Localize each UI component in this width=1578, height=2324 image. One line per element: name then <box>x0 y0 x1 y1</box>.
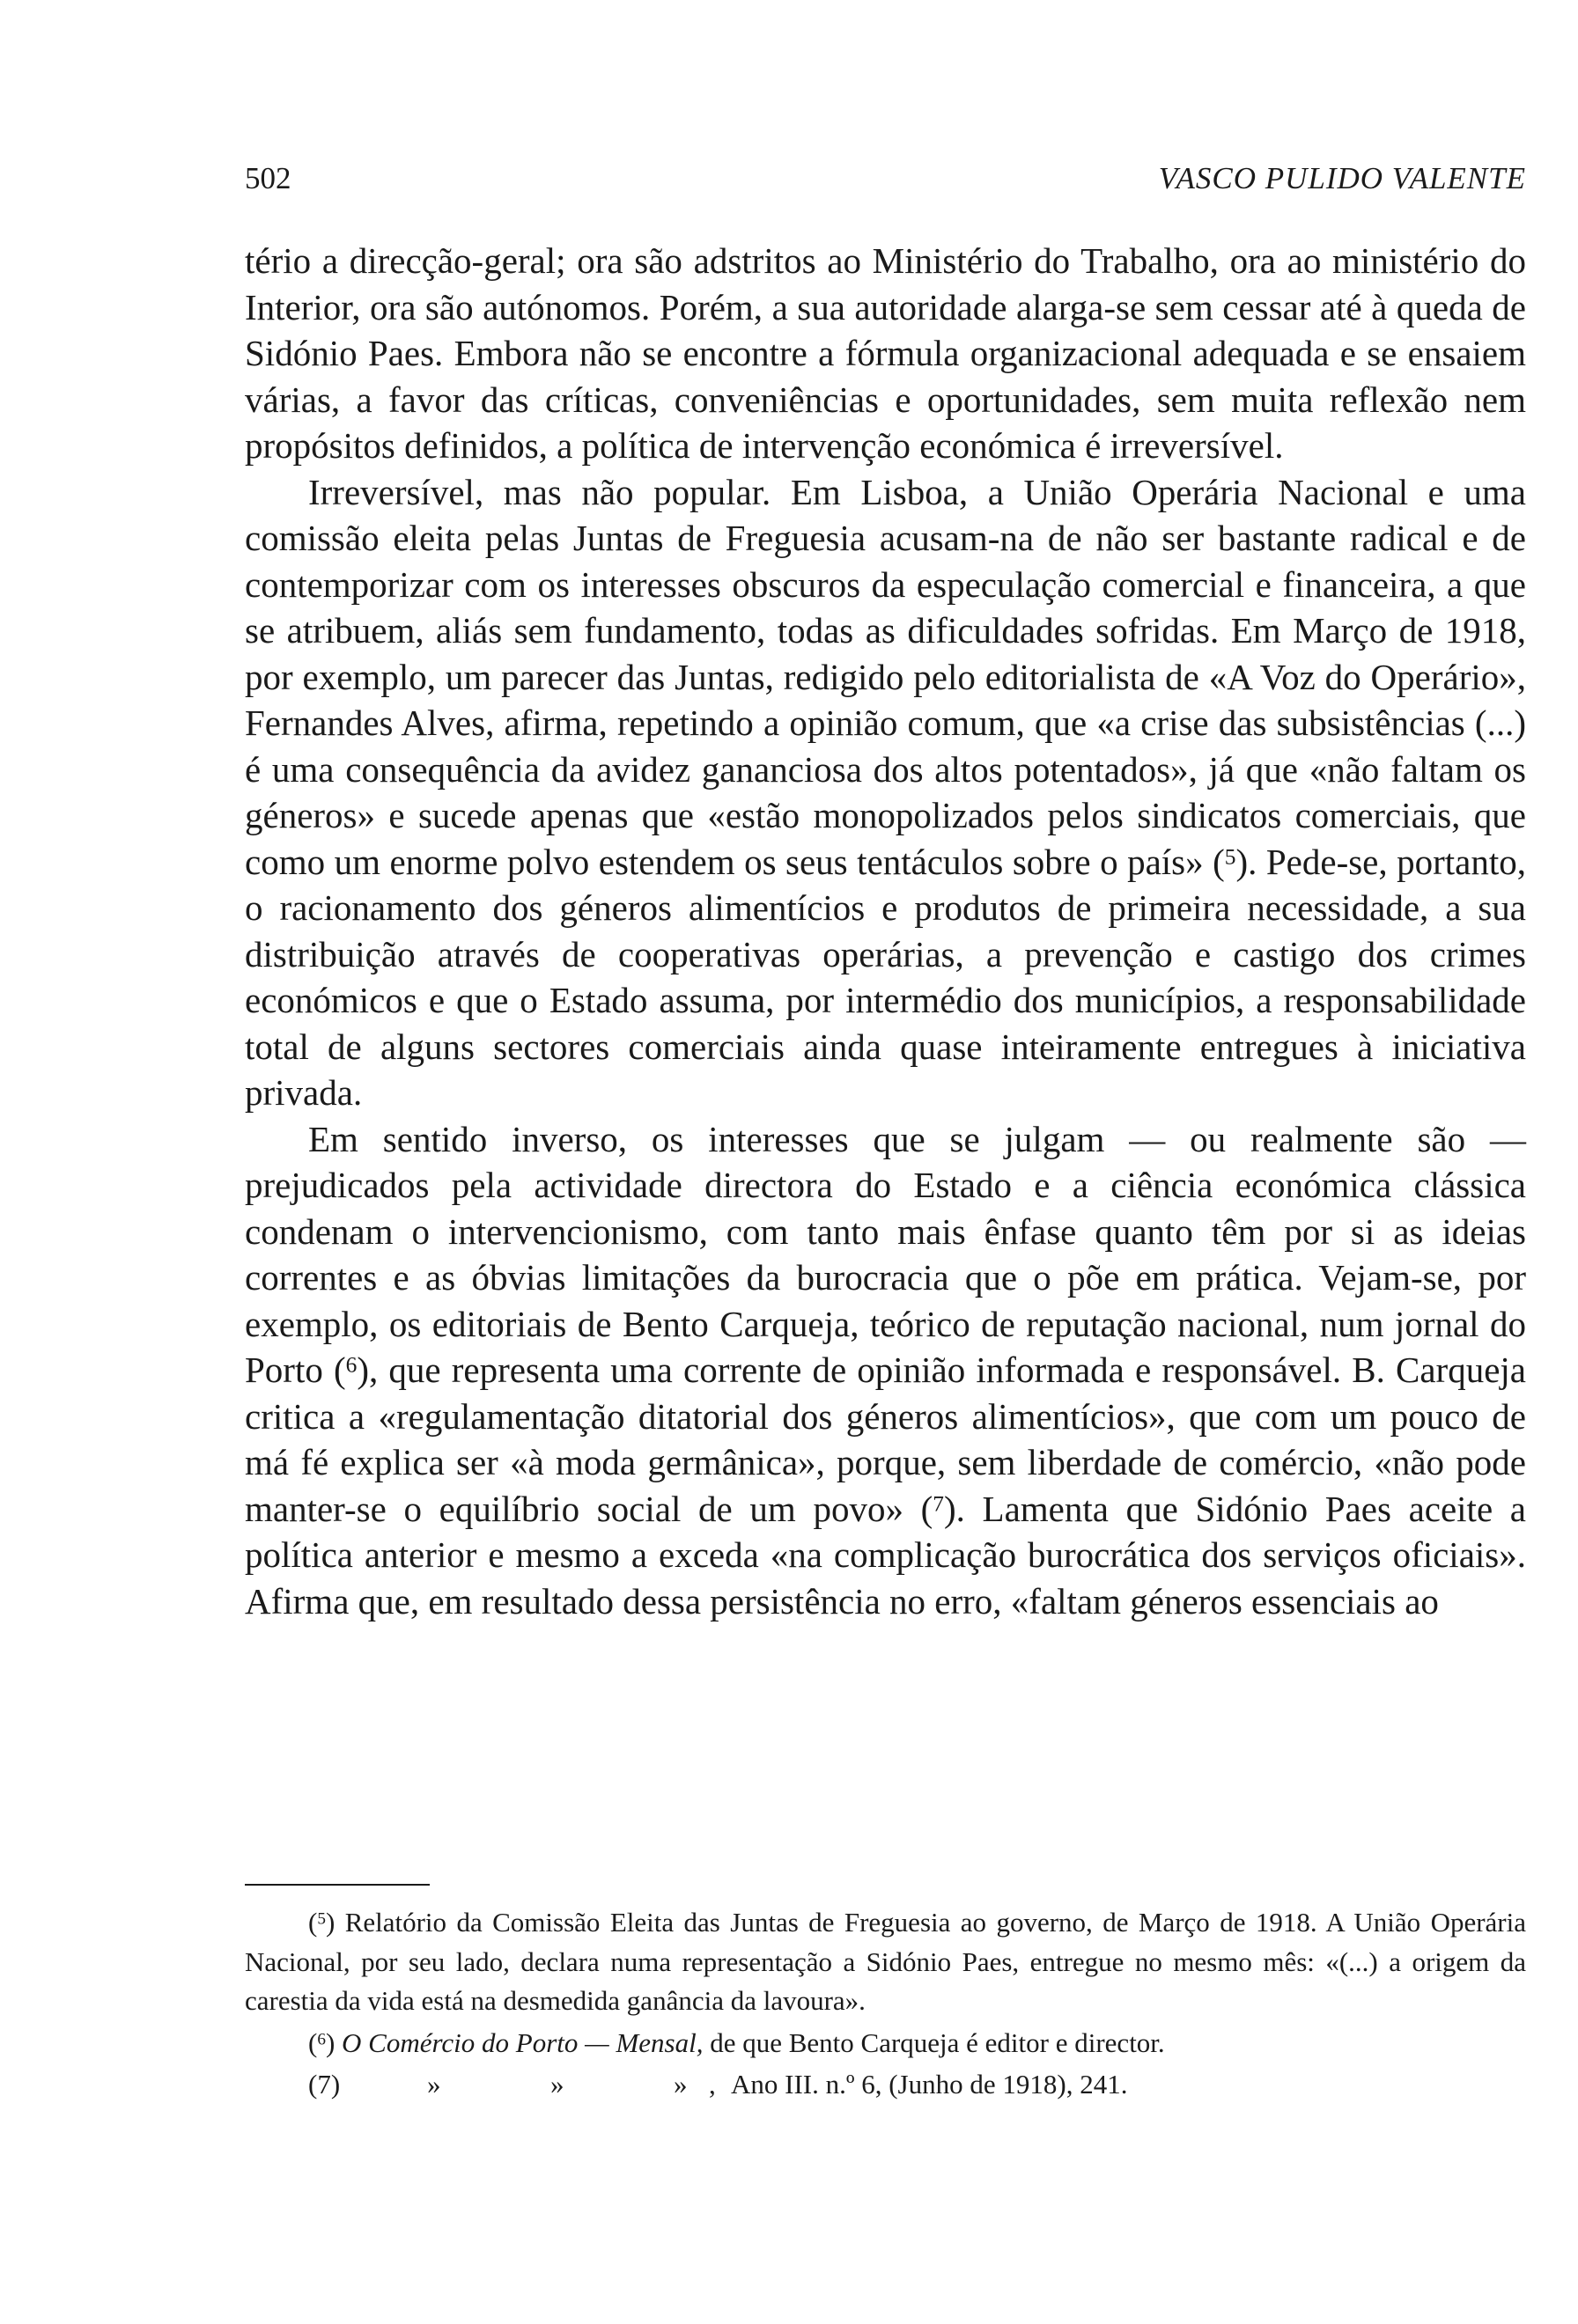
paragraph-3-text-b: ), que representa uma corrente de opinião informada e responsável. B. Carqueja critica a «regulamentação ditatorial dos géneros alimentícios», que com um pouco de má fé explica ser «à moda germânica», porque, sem liberdade de comércio, «não pode manter-se o equilíbrio social de um povo» ( <box>245 1350 1526 1529</box>
footnote-7-ditto-mark: » <box>427 2069 441 2100</box>
author-running-title: VASCO PULIDO VALENTE <box>1158 161 1526 195</box>
paragraph-2-text-a: Irreversível, mas não popular. Em Lisboa, a União Operária Nacional e uma comissão eleita pelas Juntas de Freguesia acusam-na de não ser bastante radical e de contemporizar com os interesses obscuros da especulação comercial e financeira, a que se atribuem, aliás sem fundamento, todas as dificuldades sofridas. Em Março de 1918, por exemplo, um parecer das Juntas, redigido pelo editorialista de «A Voz do Operário», Fernandes Alves, afirma, repetindo a opinião comum, que «a crise das subsistências (...) é uma consequência da avidez gananciosa dos altos potentados», já que «não faltam os géneros» e sucede apenas que «estão monopolizados pelos sindicatos comerciais, que como um enorme polvo estendem os seus tentáculos sobre o país» ( <box>245 471 1526 882</box>
footnote-7-comma: , <box>709 2069 716 2100</box>
paragraph-2 <box>245 469 1526 1116</box>
page-number: 502 <box>245 161 291 195</box>
footnote-7-text: Ano III. n.º 6, (Junho de 1918), 241. <box>731 2069 1128 2100</box>
paragraph-3-text-a: Em sentido inverso, os interesses que se julgam — ou realmente são — prejudicados pela actividade directora do Estado e a ciência económica clássica condenam o intervencionismo, com tanto mais ênfase quanto têm por si as ideias correntes e as óbvias limitações da burocracia que o põe em prática. Vejam-se, por exemplo, os editoriais de Bento Carqueja, teórico de reputação nacional, num jornal do Porto ( <box>245 1118 1526 1390</box>
footnote-ref-5: 5 <box>1224 844 1236 870</box>
paragraph-1 <box>245 238 1526 469</box>
paragraph-1-text: tério a direcção-geral; ora são adstritos ao Ministério do Trabalho, ora ao ministério do Interior, ora são autónomos. Porém, a sua autoridade alarga-se sem cessar até à queda de Sidónio Paes. Embora não se encontre a fórmula organizacional adequada e se ensaiem várias, a favor das críticas, conveniências e oportunidades, sem muita reflexão nem propósitos definidos, a política de intervenção económica é irreversível. <box>245 240 1526 466</box>
footnote-6: ($^6$) O Comércio do Porto — Mensal, de que Bento Carqueja é editor e director. <box>308 2026 1165 2058</box>
footnote-separator <box>245 1884 430 1886</box>
body-text <box>245 238 1526 1624</box>
footnote-5-text: Relatório da Comissão Eleita das Juntas de Freguesia ao governo, de Março de 1918. A União Operária Nacional, por seu lado, declara numa representação a Sidónio Paes, entregue no mesmo mês: «(...) a origem da carestia da vida está na desmedida ganância da lavoura». <box>245 1907 1527 2016</box>
footnote-ref-6: 6 <box>345 1352 358 1378</box>
paragraph-3-text-c: ). Lamenta que Sidónio Paes aceite a política anterior e mesmo a exceda «na complicação burocrática dos serviços oficiais». Afirma que, em resultado dessa persistência no erro, «faltam géneros essenciais ao <box>245 1488 1527 1622</box>
footnote-5-number: 5 <box>317 1909 326 1929</box>
footnote-7-ditto-mark: » <box>674 2069 688 2100</box>
footnote-ref-7: 7 <box>933 1491 944 1517</box>
footnote-7 <box>245 2065 1526 2105</box>
footnote-5: ($^5$) Relatório da Comissão Eleita das Juntas de Freguesia ao governo, de Março de 1918. A União Operária Nacional, por seu lado, declara numa representação a Sidónio Paes, entregue no mesmo mês: «(...) a origem da carestia da vida está na desmedida ganância da lavoura». <box>245 1907 1527 2016</box>
running-head <box>245 157 1526 201</box>
footnote-7-number: (7) <box>308 2069 341 2100</box>
footnote-6-number: 6 <box>317 2029 326 2048</box>
footnotes <box>245 1903 1526 2105</box>
paragraph-3 <box>245 1116 1526 1625</box>
paragraph-2-text-b: ). Pede-se, portanto, o racionamento dos géneros alimentícios e produtos de primeira necessidade, a sua distribuição através de cooperativas operárias, a prevenção e castigo dos crimes económicos e que o Estado assuma, por intermédio dos municípios, a responsabilidade total de alguns sectores comerciais ainda quase inteiramente entregues à iniciativa privada. <box>245 841 1526 1113</box>
footnote-6-text: de que Bento Carqueja é editor e director. <box>710 2026 1165 2058</box>
footnote-7-ditto-mark: » <box>550 2069 564 2100</box>
footnote-6-source: O Comércio do Porto — Mensal, <box>342 2026 704 2058</box>
